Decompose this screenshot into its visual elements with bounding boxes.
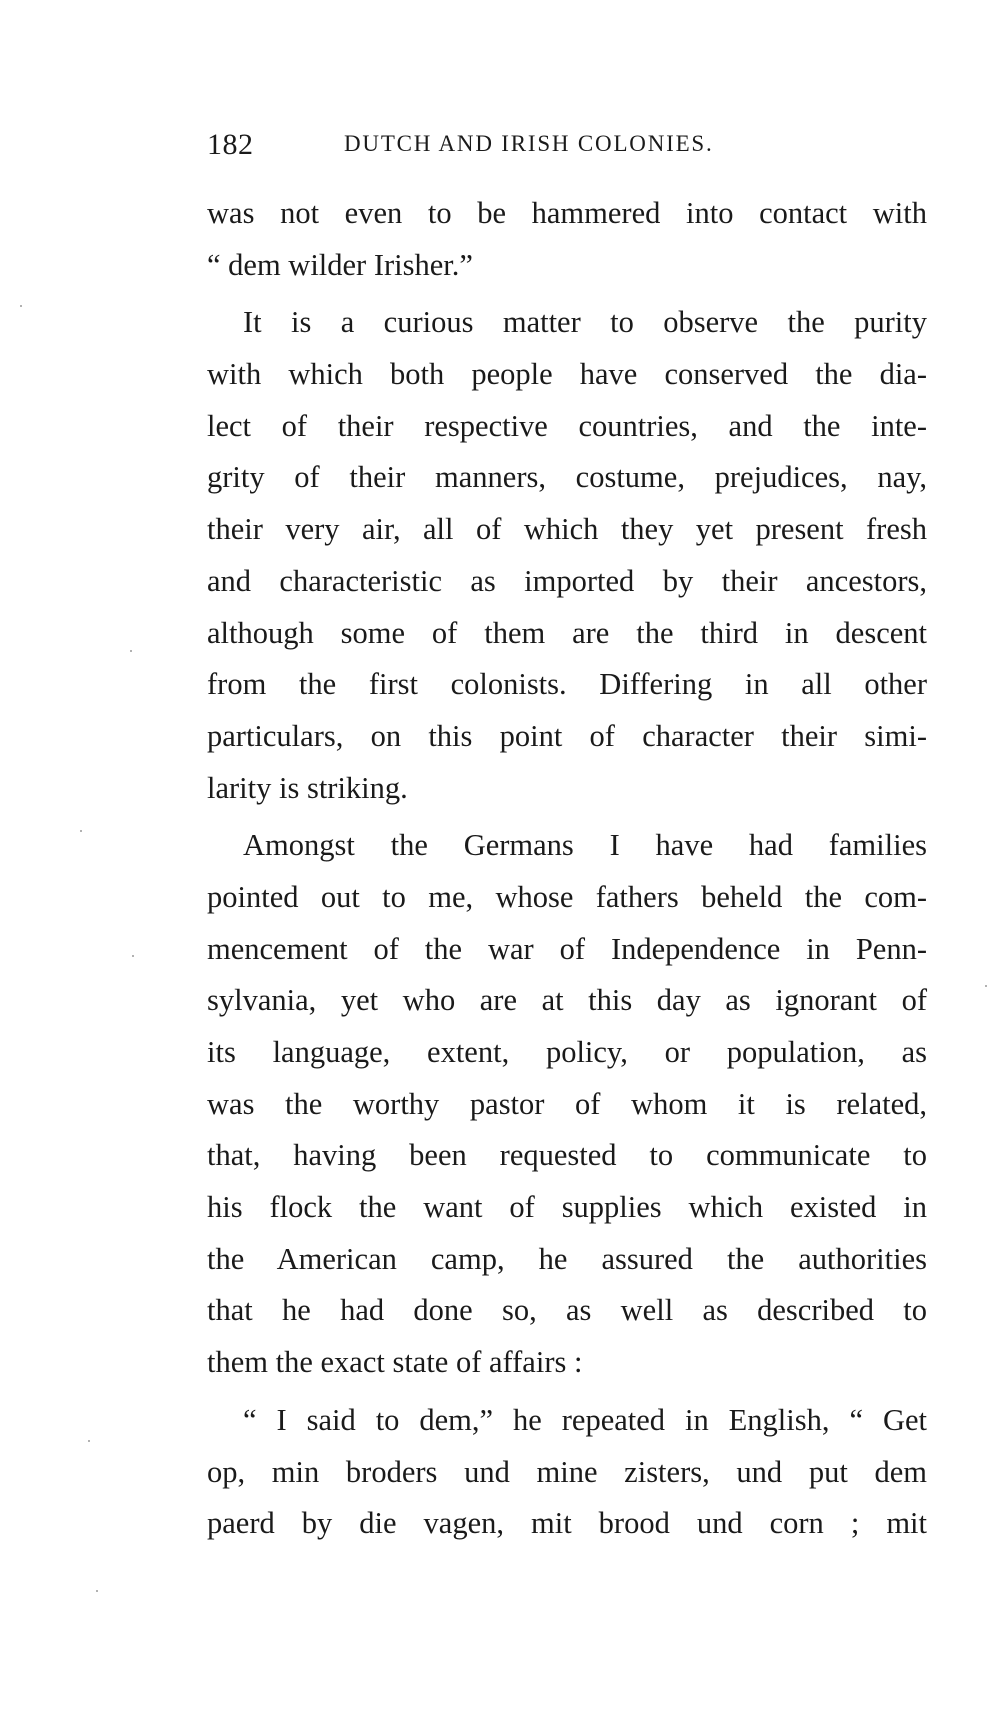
text-line: op, min broders und mine zisters, und put dem	[207, 1454, 927, 1489]
text-line: their very air, all of which they yet present fresh	[207, 512, 927, 547]
text-line: It is a curious matter to observe the purity	[243, 305, 927, 340]
text-line: “ dem wilder Irisher.”	[207, 247, 473, 282]
scan-speck	[88, 1440, 90, 1442]
text-line: larity is striking.	[207, 770, 408, 805]
text-line: with which both people have conserved the dia-	[207, 357, 927, 392]
text-line: its language, extent, policy, or population, as	[207, 1035, 927, 1069]
paragraph	[207, 820, 927, 1389]
text-line: was not even to be hammered into contact with	[207, 196, 927, 230]
scan-speck	[985, 985, 987, 987]
text-line: that he had done so, as well as described to	[207, 1293, 927, 1328]
text-line: “ I said to dem,” he repeated in English, “ Get	[243, 1402, 927, 1437]
text-line: lect of their respective countries, and the inte-	[207, 408, 927, 443]
text-line: Amongst the Germans I have had families	[243, 828, 927, 863]
paragraph	[207, 188, 927, 291]
scan-speck	[20, 305, 22, 307]
text-line: pointed out to me, whose fathers beheld the com-	[207, 879, 927, 914]
running-title: DUTCH AND IRISH COLONIES.	[344, 131, 714, 156]
text-line: mencement of the war of Independence in Penn-	[207, 931, 927, 966]
running-head	[207, 128, 927, 168]
scan-speck	[80, 830, 82, 832]
text-line: from the first colonists. Differing in all other	[207, 667, 927, 702]
text-line: paerd by die vagen, mit brood und corn ; mit	[207, 1506, 927, 1541]
scan-speck	[132, 955, 134, 957]
page-number: 182	[207, 128, 254, 161]
paragraph	[207, 297, 927, 814]
text-line: particulars, on this point of character their simi-	[207, 718, 927, 753]
text-line: grity of their manners, costume, prejudices, nay,	[207, 460, 927, 495]
text-line: was the worthy pastor of whom it is related,	[207, 1086, 927, 1121]
text-line: his flock the want of supplies which existed in	[207, 1190, 927, 1225]
text-line: and characteristic as imported by their ancestors,	[207, 563, 927, 598]
scan-speck	[96, 1590, 98, 1592]
paragraph	[207, 1395, 927, 1550]
scan-speck	[130, 650, 132, 652]
text-line: sylvania, yet who are at this day as ignorant of	[207, 983, 927, 1018]
text-line: that, having been requested to communicate to	[207, 1138, 927, 1173]
text-line: the American camp, he assured the authorities	[207, 1241, 927, 1276]
text-line: them the exact state of affairs :	[207, 1345, 583, 1380]
text-line: although some of them are the third in descent	[207, 615, 927, 650]
body-text	[207, 188, 927, 1550]
